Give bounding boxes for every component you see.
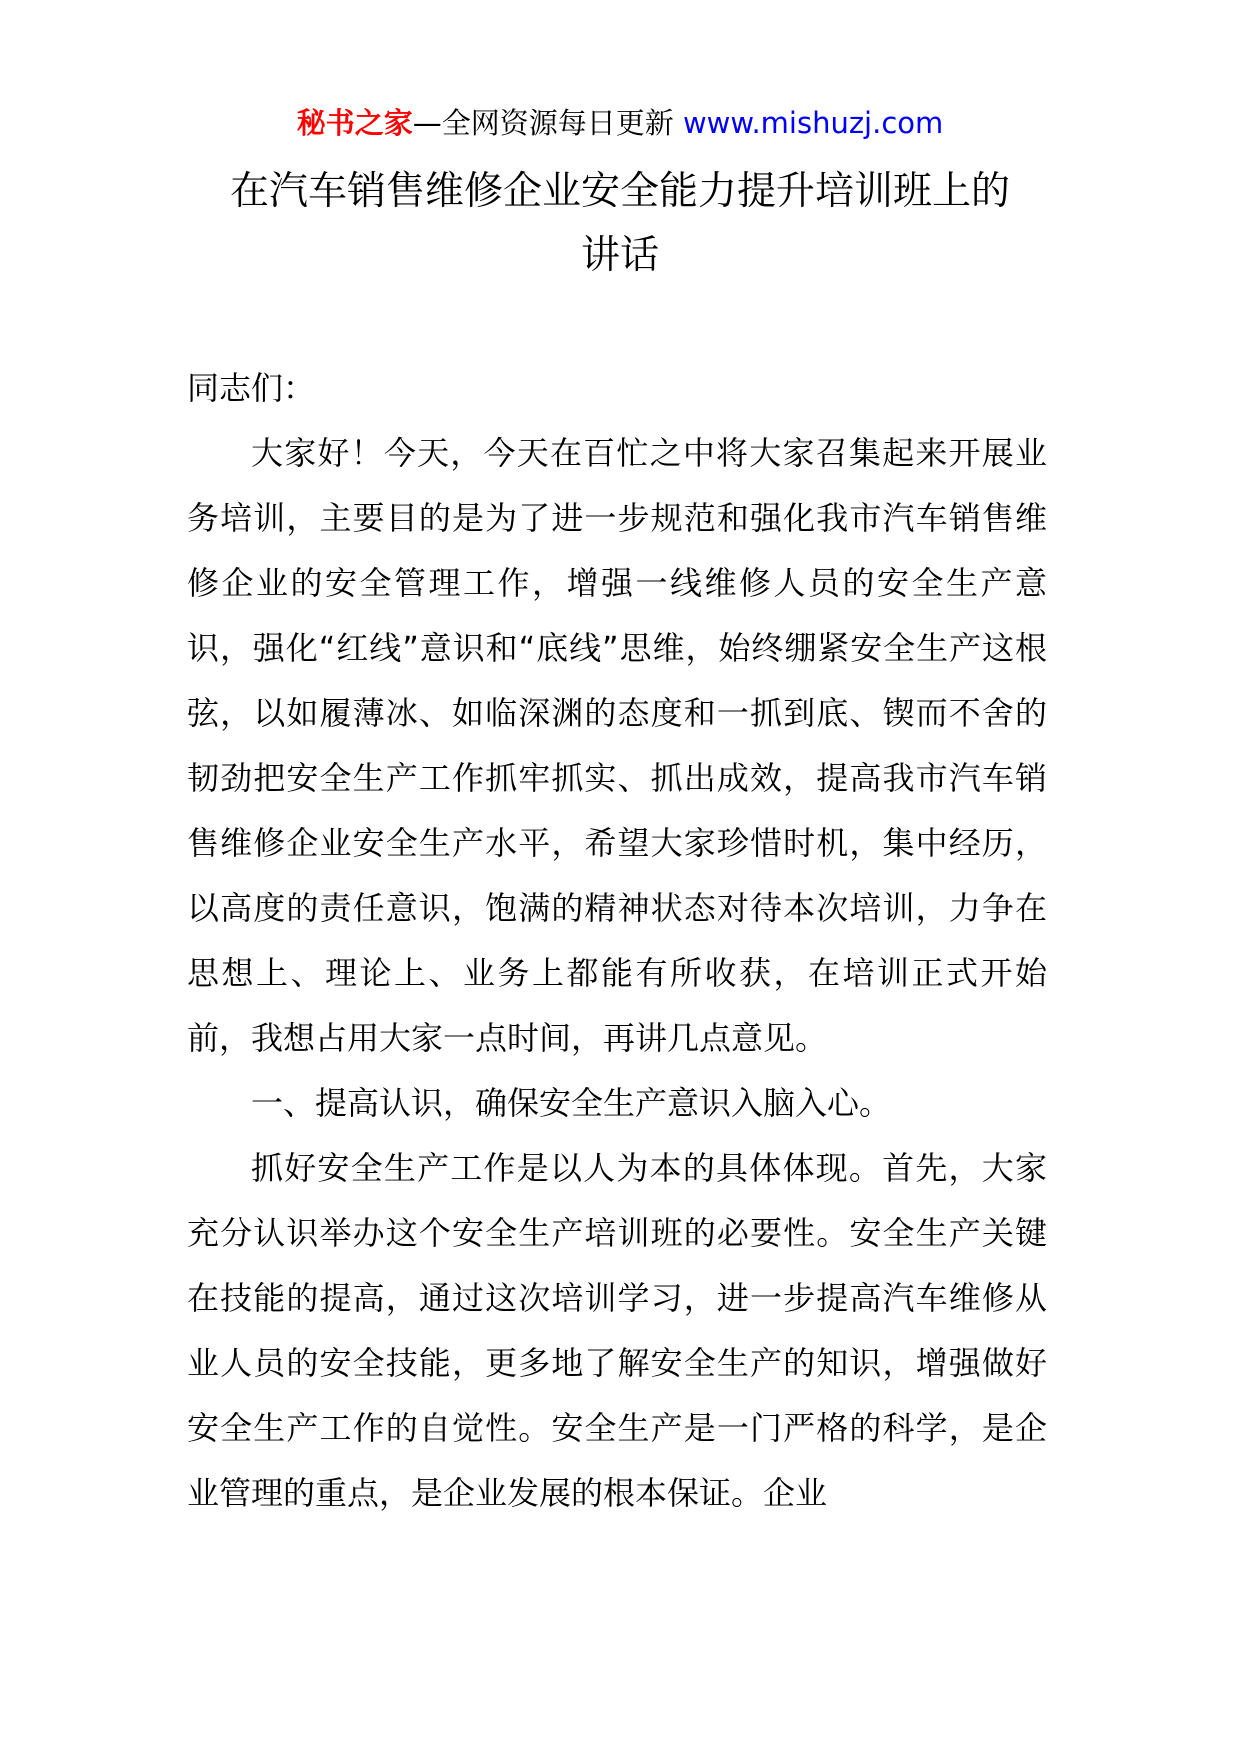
- document-title-line-1: 在汽车销售维修企业安全能力提升培训班上的: [229, 169, 1010, 214]
- document-body: [187, 356, 1047, 1526]
- section-heading-1: 一、提高认识，确保安全生产意识入脑入心。: [251, 1084, 892, 1122]
- salutation: 同志们：: [187, 369, 316, 407]
- document-title: [160, 160, 1080, 288]
- site-url-link[interactable]: www.mishuzj.com: [682, 106, 944, 140]
- site-slogan: —全网资源每日更新: [412, 106, 674, 140]
- site-header: [0, 103, 1240, 143]
- paragraph-section-1: 抓好安全生产工作是以人为本的具体体现。首先，大家充分认识举办这个安全生产培训班的必要性。安全生产关键在技能的提高，通过这次培训学习，进一步提高汽车维修从业人员的安全技能，更多地了解安全生产的知识，增强做好安全生产工作的自觉性。安全生产是一门严格的科学，是企业管理的重点，是企业发展的根本保证。企业: [187, 1149, 1047, 1512]
- document-title-line-2: 讲话: [580, 233, 659, 278]
- paragraph-opening: 大家好！今天，今天在百忙之中将大家召集起来开展业务培训，主要目的是为了进一步规范和强化我市汽车销售维修企业的安全管理工作，增强一线维修人员的安全生产意识，强化“红线”意识和“底线”思维，始终绷紧安全生产这根弦，以如履薄冰、如临深渊的态度和一抓到底、锲而不舍的韧劲把安全生产工作抓牢抓实、抓出成效，提高我市汽车销售维修企业安全生产水平，希望大家珍惜时机，集中经历，以高度的责任意识，饱满的精神状态对待本次培训，力争在思想上、理论上、业务上都能有所收获，在培训正式开始前，我想占用大家一点时间，再讲几点意见。: [187, 434, 1047, 1057]
- site-brand: 秘书之家: [296, 106, 413, 140]
